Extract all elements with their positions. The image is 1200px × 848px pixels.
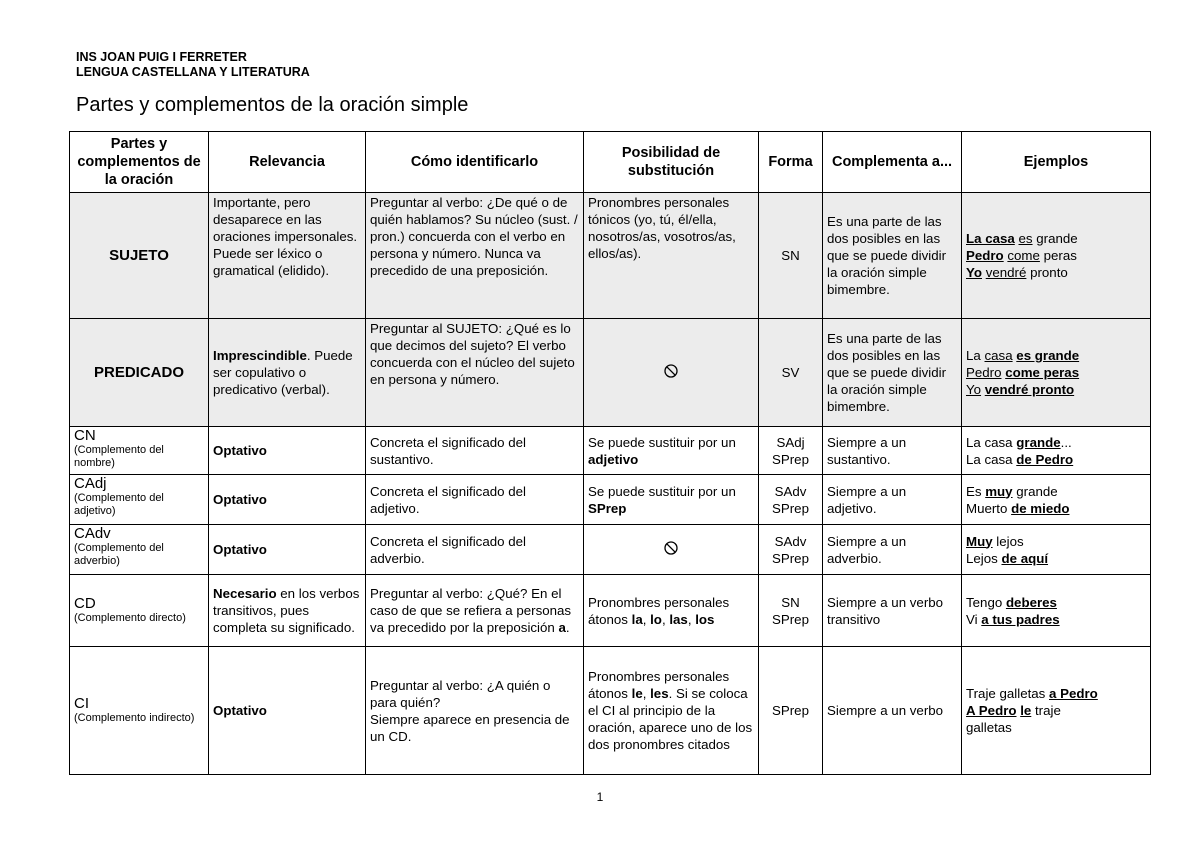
complementa-cell: Siempre a un adverbio. [823, 525, 962, 575]
identificar-text: . [565, 620, 570, 635]
relevancia-text: . Puede ser copulativo o predicativo (verbal). [213, 348, 353, 397]
part-cell [70, 525, 209, 575]
example-line [966, 247, 1146, 264]
example-subject: Yo [966, 265, 983, 280]
sustitucion-text: . Si se coloca el CI al principio de la oración, aparece uno de los dos pronombres citados [588, 686, 753, 752]
example-subject: La casa [966, 231, 1015, 246]
col-header-sustitucion: Posibilidad de substitución [584, 132, 759, 193]
example-text: Lejos [966, 550, 1002, 566]
forma-value: SPrep [772, 611, 809, 627]
relevancia-bold: Imprescindible [213, 348, 307, 363]
part-name: CAdv [74, 525, 111, 542]
pronoun: lo [650, 611, 662, 627]
complementa-cell: Siempre a un verbo [823, 647, 962, 775]
example-text: Es [966, 483, 986, 499]
part-cell [70, 475, 209, 525]
example-complement: grande [1016, 434, 1061, 450]
forma-value: SPrep [772, 451, 809, 467]
col-header-relevancia: Relevancia [209, 132, 366, 193]
part-description: (Complemento del adjetivo) [74, 492, 164, 517]
col-header-identificar: Cómo identificarlo [366, 132, 584, 193]
part-cell [70, 427, 209, 475]
identificar-text: Preguntar al verbo: ¿A quién o para quién? [370, 677, 551, 710]
example-verb: come [1007, 248, 1040, 263]
example-rest: peras [1039, 248, 1077, 263]
ejemplos-cell [962, 319, 1151, 427]
identificar-cell: Preguntar al verbo: ¿De qué o de quién hablamos? Su núcleo (sust. / pron.) concuerda con el verbo en persona y número. Nunca va precedido de una preposición. [366, 193, 584, 319]
example-complement: de aquí [1001, 550, 1049, 566]
ejemplos-cell [962, 193, 1151, 319]
complementa-cell: Siempre a un verbo transitivo [823, 575, 962, 647]
identificar-cell: Preguntar al SUJETO: ¿Qué es lo que decimos del sujeto? El verbo concuerda con el núcleo del sujeto en persona y número. [366, 319, 584, 427]
part-name: CI [74, 695, 89, 712]
forma-cell: SV [759, 319, 823, 427]
sustitucion-cell [584, 647, 759, 775]
ejemplos-cell [962, 575, 1151, 647]
page-title: Partes y complementos de la oración simple [76, 94, 469, 116]
school-name: INS JOAN PUIG I FERRETER [76, 50, 247, 64]
pronoun: le [631, 686, 643, 701]
relevancia-cell [209, 575, 366, 647]
example-text: La [966, 348, 985, 363]
sustitucion-text: Pronombres personales átonos [588, 594, 730, 627]
relevancia-cell: Importante, pero desaparece en las oraciones impersonales. Puede ser léxico o gramatical (elidido). [209, 193, 366, 319]
example-line [966, 364, 1146, 381]
ejemplos-cell [962, 475, 1151, 525]
relevancia-cell: Optativo [209, 647, 366, 775]
col-header-complementa: Complementa a... [823, 132, 962, 193]
example-subject: Pedro [966, 248, 1004, 263]
example-line [966, 230, 1146, 247]
part-cell [70, 647, 209, 775]
sustitucion-text: Pronombres personales átonos [588, 669, 730, 701]
ejemplos-cell [962, 427, 1151, 475]
table-row [70, 193, 1151, 319]
grammar-table [69, 131, 1151, 775]
example-predicate: es grande [1016, 348, 1080, 363]
relevancia-text: en los verbos transitivos, pues completa su significado. [213, 586, 360, 635]
forma-value: SN [781, 594, 800, 610]
sustitucion-cell [584, 575, 759, 647]
forma-cell [759, 525, 823, 575]
example-text: Tengo [966, 594, 1006, 610]
example-line [966, 550, 1146, 567]
example-text: traje [1031, 703, 1061, 718]
example-line [966, 381, 1146, 398]
identificar-cell [366, 575, 584, 647]
table-row [70, 575, 1151, 647]
example-line [966, 611, 1146, 628]
example-text: Vi [966, 611, 982, 627]
example-line [966, 451, 1146, 468]
ejemplos-cell [962, 647, 1151, 775]
col-header-ejemplos: Ejemplos [962, 132, 1151, 193]
sustitucion-text: Se puede sustituir por un [588, 483, 736, 499]
example-line [966, 685, 1146, 702]
part-description: (Complemento del nombre) [74, 444, 164, 469]
forma-cell [759, 575, 823, 647]
ejemplos-cell [962, 525, 1151, 575]
identificar-cell: Concreta el significado del sustantivo. [366, 427, 584, 475]
complementa-cell: Es una parte de las dos posibles en las que se puede dividir la oración simple bimembre. [823, 319, 962, 427]
sustitucion-text: Se puede sustituir por un [588, 434, 736, 450]
identificar-cell [366, 647, 584, 775]
example-verb: vendré [985, 265, 1027, 280]
col-header-forma: Forma [759, 132, 823, 193]
pronoun: les [650, 686, 669, 701]
example-predicate: come peras [1005, 365, 1080, 380]
example-pronoun: le [1020, 703, 1032, 718]
table-header-row [70, 132, 1151, 193]
example-line [966, 434, 1146, 451]
example-line [966, 500, 1146, 517]
pronoun: las [669, 611, 688, 627]
school-header [76, 50, 310, 80]
complementa-cell: Siempre a un adjetivo. [823, 475, 962, 525]
forma-value: SAdv [774, 533, 807, 549]
example-subject: Pedro [966, 365, 1002, 380]
table-row [70, 427, 1151, 475]
separator: , [687, 611, 696, 627]
example-complement: de Pedro [1016, 451, 1074, 467]
complementa-cell: Es una parte de las dos posibles en las que se puede dividir la oración simple bimembre. [823, 193, 962, 319]
example-line [966, 264, 1146, 281]
part-name: CAdj [74, 475, 107, 492]
example-text: Muerto [966, 500, 1012, 516]
part-name: SUJETO [70, 193, 209, 319]
forma-value: SPrep [772, 500, 809, 516]
forma-value: SPrep [772, 550, 809, 566]
example-text: grande [1012, 483, 1058, 499]
sustitucion-cell [584, 319, 759, 427]
pronoun: los [695, 611, 715, 627]
col-header-parts: Partes y complementos de la oración [70, 132, 209, 193]
complementa-cell: Siempre a un sustantivo. [823, 427, 962, 475]
separator: , [642, 611, 651, 627]
example-text: La casa [966, 434, 1017, 450]
page-number: 1 [596, 790, 604, 804]
part-cell [70, 575, 209, 647]
identificar-bold: a [558, 620, 566, 635]
example-text: lejos [992, 533, 1024, 549]
part-description: (Complemento indirecto) [74, 712, 195, 724]
example-rest: pronto [1026, 265, 1068, 280]
identificar-cell: Concreta el significado del adverbio. [366, 525, 584, 575]
example-subject: casa [984, 348, 1013, 363]
forma-cell [759, 475, 823, 525]
sustitucion-bold: adjetivo [588, 451, 639, 467]
relevancia-bold: Necesario [213, 586, 277, 601]
part-name: PREDICADO [70, 319, 209, 427]
part-description: (Complemento del adverbio) [74, 542, 164, 567]
sustitucion-cell [584, 427, 759, 475]
relevancia-cell: Optativo [209, 525, 366, 575]
prohibited-icon [663, 363, 679, 379]
example-rest: grande [1032, 231, 1078, 246]
table-row [70, 525, 1151, 575]
example-complement: A Pedro [966, 703, 1017, 718]
identificar-text: Siempre aparece en presencia de un CD. [370, 711, 570, 744]
pronoun: la [631, 611, 643, 627]
sustitucion-cell [584, 475, 759, 525]
identificar-text: Preguntar al verbo: ¿Qué? En el caso de que se refiera a personas va precedido por la preposición [370, 586, 572, 635]
part-name: CN [74, 427, 96, 444]
forma-cell [759, 427, 823, 475]
example-complement: muy [985, 483, 1013, 499]
example-complement: de miedo [1011, 500, 1070, 516]
relevancia-cell [209, 319, 366, 427]
example-line [966, 483, 1146, 500]
part-name: CD [74, 595, 96, 612]
example-predicate: vendré pronto [984, 382, 1075, 397]
example-line: galletas [966, 720, 1012, 735]
separator: , [642, 686, 651, 701]
example-line [966, 594, 1146, 611]
example-line [966, 533, 1146, 550]
example-subject: Yo [966, 382, 982, 397]
example-complement: a tus padres [981, 611, 1060, 627]
table-row [70, 647, 1151, 775]
separator: , [661, 611, 670, 627]
subject-name: LENGUA CASTELLANA Y LITERATURA [76, 65, 310, 79]
table-row [70, 319, 1151, 427]
forma-cell: SN [759, 193, 823, 319]
forma-value: SAdv [774, 483, 807, 499]
part-description: (Complemento directo) [74, 612, 186, 624]
example-verb: es [1018, 231, 1033, 246]
example-text: Traje galletas [966, 686, 1050, 701]
sustitucion-cell [584, 525, 759, 575]
relevancia-cell: Optativo [209, 427, 366, 475]
identificar-cell: Concreta el significado del adjetivo. [366, 475, 584, 525]
example-line [966, 702, 1146, 719]
forma-value: SAdj [776, 434, 805, 450]
example-text: La casa [966, 451, 1017, 467]
sustitucion-cell: Pronombres personales tónicos (yo, tú, él/ella, nosotros/as, vosotros/as, ellos/as). [584, 193, 759, 319]
sustitucion-bold: SPrep [588, 500, 627, 516]
example-line [966, 347, 1146, 364]
example-text: ... [1060, 434, 1072, 450]
table-row [70, 475, 1151, 525]
prohibited-icon [663, 540, 679, 556]
example-complement: deberes [1005, 594, 1057, 610]
example-complement: Muy [966, 533, 993, 549]
example-complement: a Pedro [1049, 686, 1098, 701]
relevancia-cell: Optativo [209, 475, 366, 525]
forma-cell: SPrep [759, 647, 823, 775]
